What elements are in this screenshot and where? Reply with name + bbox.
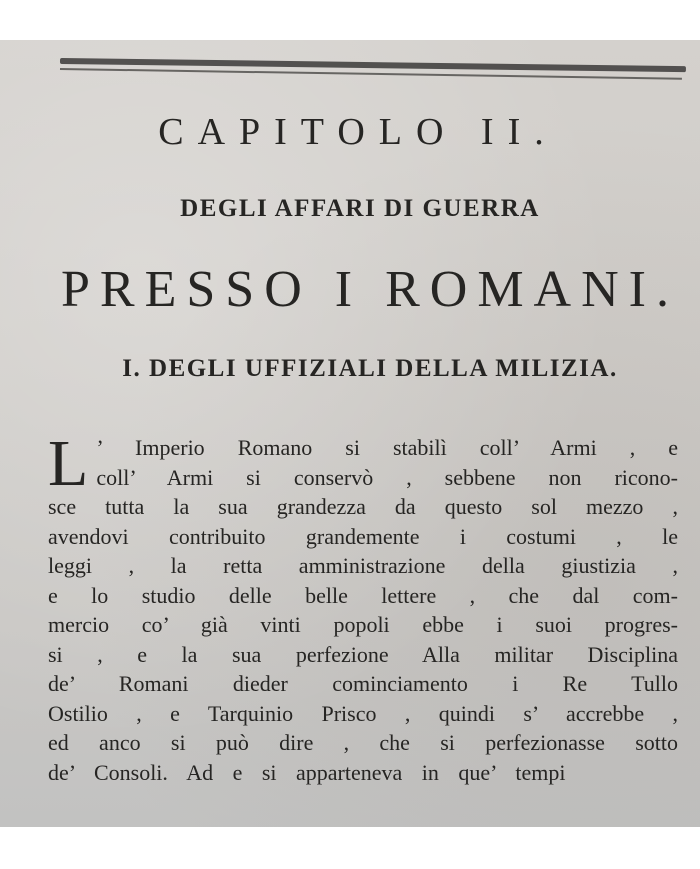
body-line: sce tutta la sua grandezza da questo sol mezzo , [48,494,678,519]
chapter-title: CAPITOLO II. [158,111,558,153]
body-line: coll’ Armi si conservò , sebbene non ricono- [96,464,678,490]
chapter-subtitle: DEGLI AFFARI DI GUERRA [180,195,540,222]
body-line: leggi , la retta amministrazione della giustizia , [48,553,678,578]
main-title: PRESSO I ROMANI. [61,261,679,318]
body-line: de’ Romani dieder cominciamento i Re Tullo [48,671,678,696]
body-line: ’ Imperio Romano si stabilì coll’ Armi , e [96,435,678,460]
body-paragraph [48,427,678,787]
body-line: mercio co’ già vinti popoli ebbe i suoi progres- [48,612,678,637]
drop-cap: L [48,427,89,500]
body-line: Ostilio , e Tarquinio Prisco , quindi s’ accrebbe , [48,700,678,726]
body-line: e lo studio delle belle lettere , che dal com- [48,582,678,608]
book-page-photo [0,40,700,827]
body-line: ed anco si può dire , che si perfezionasse sotto [48,730,678,755]
body-line: si , e la sua perfezione Alla militar Disciplina [48,641,678,667]
body-line: avendovi contribuito grandemente i costumi , le [48,523,678,549]
body-line: de’ Consoli. Ad e si apparteneva in que’ tempi [48,759,566,785]
section-heading: I. DEGLI UFFIZIALI DELLA MILIZIA. [122,355,618,382]
